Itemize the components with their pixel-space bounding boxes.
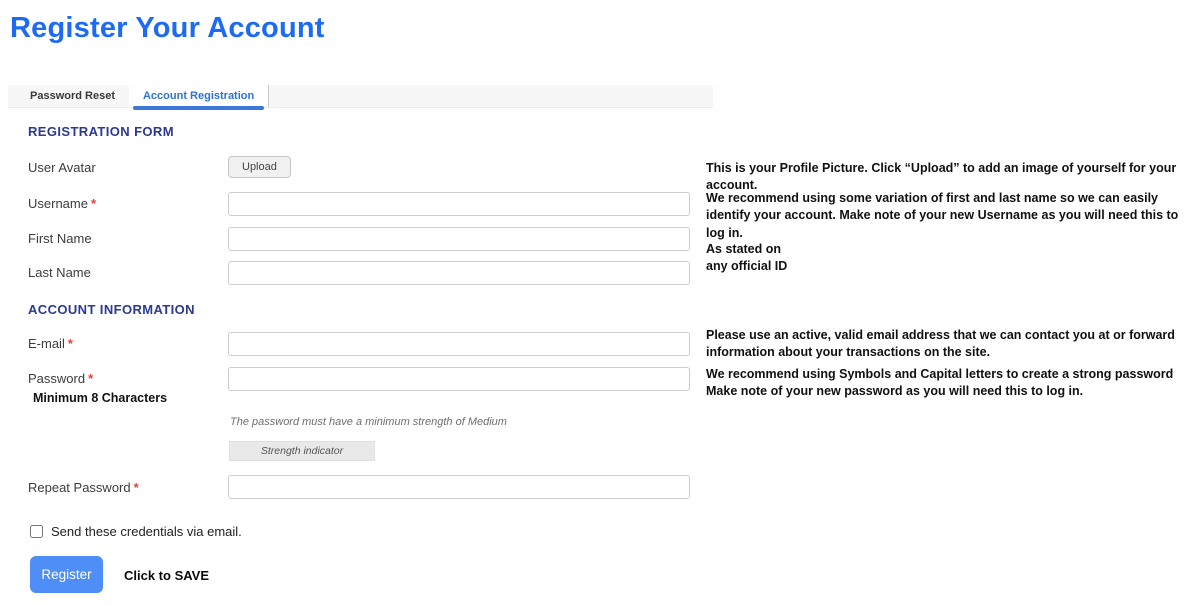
click-to-save-hint: Click to SAVE [124, 568, 210, 583]
register-button[interactable]: Register [30, 556, 103, 593]
send-credentials-row [30, 524, 242, 539]
password-help-text: We recommend using Symbols and Capital letters to create a strong password Make note of your new password as you will need this to log in. [706, 367, 1174, 399]
last-name-label: Last Name [28, 265, 91, 280]
repeat-password-required-asterisk: * [133, 480, 139, 495]
username-label: Username * [28, 196, 97, 211]
email-input[interactable] [228, 332, 690, 356]
email-required-asterisk: * [67, 336, 73, 351]
first-name-input[interactable] [228, 227, 690, 251]
password-min-length-note: Minimum 8 Characters [33, 391, 168, 405]
username-help-text: We recommend using some variation of first and last name so we can easily identify your account. Make note of your new Username as you will need this to log in. [706, 191, 1179, 240]
upload-button[interactable]: Upload [228, 156, 291, 178]
page-title: Register Your Account [10, 12, 325, 44]
first-name-label: First Name [28, 231, 92, 246]
repeat-password-input[interactable] [228, 475, 690, 499]
section-registration-form: REGISTRATION FORM [28, 124, 174, 139]
last-name-input[interactable] [228, 261, 690, 285]
tab-bar [8, 85, 713, 108]
email-label: E-mail * [28, 336, 73, 351]
section-account-information: ACCOUNT INFORMATION [28, 302, 195, 317]
repeat-password-label: Repeat Password * [28, 480, 139, 495]
password-strength-indicator: Strength indicator [229, 441, 375, 461]
password-label: Password * [28, 371, 94, 386]
official-id-help-text: As stated on any official ID [706, 242, 788, 274]
tab-password-reset[interactable]: Password Reset [30, 90, 115, 102]
username-input[interactable] [228, 192, 690, 216]
send-credentials-label[interactable]: Send these credentials via email. [51, 524, 242, 539]
tab-account-registration[interactable]: Account Registration [129, 85, 269, 107]
user-avatar-label: User Avatar [28, 160, 96, 175]
password-strength-note: The password must have a minimum strength of Medium [230, 416, 507, 428]
username-required-asterisk: * [90, 196, 97, 211]
avatar-help-text: This is your Profile Picture. Click “Upload” to add an image of yourself for your account. [706, 161, 1177, 193]
send-credentials-checkbox[interactable] [30, 525, 43, 538]
password-input[interactable] [228, 367, 690, 391]
password-required-asterisk: * [88, 371, 94, 386]
email-help-text: Please use an active, valid email address that we can contact you at or forward information about your transactions on the site. [706, 328, 1175, 360]
